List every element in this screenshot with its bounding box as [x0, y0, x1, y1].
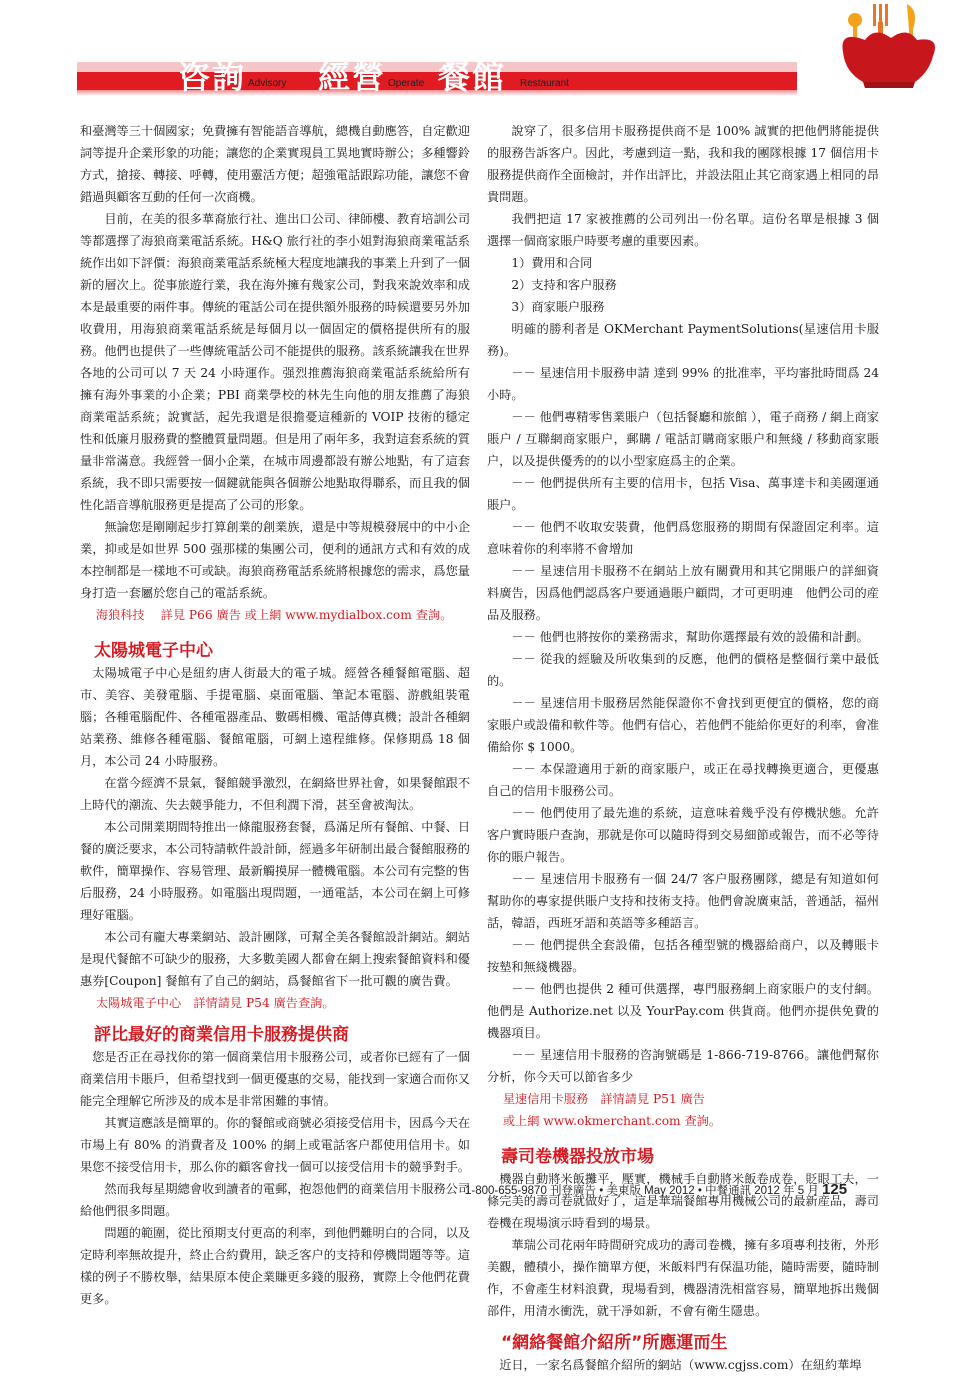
- article-paragraph: 然而我每星期總會收到讀者的電郵，抱怨他們的商業信用卡服務公司給他們很多問題。: [80, 1182, 471, 1218]
- page-number: 125: [822, 1181, 848, 1198]
- bullet-item: －－ 他們也將按你的業務需求，幫助你選擇最有效的設備和計劃。: [511, 630, 869, 644]
- article-paragraph: 太陽城電子中心是紐約唐人街最大的電子城。經營各種餐館電腦、超市、美容、美發電腦、手提電腦、桌面電腦、筆記本電腦、游戲組裝電腦；各種電腦配件、各種電器產品、數碼相機、電話傳真機；設計各種網站業務、維修各種電腦、餐館電腦，可網上遠程維修。保修期爲 18 個月，本公司 24 小時服務。: [80, 666, 470, 768]
- header-restaurant-en: Restaurant: [520, 78, 569, 89]
- article-paragraph: 機器自動將米飯攤平，壓實，機械手自動將米飯卷成卷，貶眼工夫，一條完美的壽司卷就做好了，這是華瑞餐館專用機械公司的最新産品，壽司卷機在現場演示時看到的場景。: [487, 1172, 879, 1230]
- bullet-item: －－ 星速信用卡服務不在網站上放有關費用和其它開賬户的詳細資料廣告，因爲他們認爲客户要通過賬户顧問，才可更明連 他們公司的産品及服務。: [487, 564, 879, 622]
- chef-hat-logo-icon: [835, 0, 945, 90]
- bullet-item: －－ 星速信用卡服務申請 達到 99% 的批准率，平均審批時間爲 24 小時。: [487, 366, 879, 402]
- section-heading-sushi-machine: 壽司卷機器投放市場: [501, 1147, 654, 1167]
- article-paragraph: 本公司有龐大專業網站、設計團隊，可幫全美各餐館設計網站。網站是現代餐館不可缺少的服務，大多數美國人都會在網上搜索餐館資料和優惠券[Coupon] 餐館有了自己的網站，爲餐館省下一批可觀的廣告費。: [80, 930, 471, 988]
- page-header: [0, 0, 956, 100]
- left-column: [80, 120, 470, 1310]
- bullet-item: －－ 本保證適用于新的商家賬户，或正在尋找轉換更適合，更優惠自己的信用卡服務公司。: [487, 762, 879, 798]
- bullet-item: －－ 從我的經驗及所收集到的反應，他們的價格是整個行業中最低的。: [487, 652, 879, 688]
- article-paragraph: 問題的範圍，從比預期支付更高的利率，到他們難明白的合同，以及定時利率無故提升，終止合約費用，缺乏客户的支持和停機問題等等。這樣的例子不勝枚舉，結果原本使企業賺更多錢的服務，實際上令他們花費更多。: [80, 1226, 471, 1306]
- header-operate-en: Operate: [388, 78, 425, 89]
- page-footer: [465, 1181, 847, 1198]
- bullet-item: －－ 星速信用卡服務有一個 24/7 客户服務團隊，總是有知道如何幫助你的專家提供賬户支持和技術支持。他們會說廣東話，普通話，福州話，韓語，西班牙語和英語等多種語言。: [487, 872, 879, 930]
- article-paragraph: 本公司開業期間特推出一條龍服務套餐，爲滿足所有餐館、中餐、日餐的廣泛要求，本公司特請軟件設計師，經過多年研制出最合餐館服務的軟件，簡單操作、容易管理、最新觸摸屏一體機電腦。本公司有完整的售后服務，24 小時服務。如電腦出現問題，一通電話，本公司在網上可修理好電腦。: [80, 820, 471, 922]
- article-paragraph: 目前，在美的很多華裔旅行社、進出口公司、律師樓、教育培訓公司等都選擇了海狼商業電話系統。H&Q 旅行社的李小姐對海狼商業電話系統作出如下評價：海狼商業電話系統極大程度地讓我的事業上升到了一個新的層次上。從事旅遊行業，我在海外擁有幾家公司，對我來說效率和成本是最重要的兩件事。傳統的電話公司在提供額外服務的時候還要另外加收費用，用海狼商業電話系統是每個月以一個固定的價格提供所有的服務。他們也提供了一些傳統電話公司不能提供的服務。該系統讓我在世界各地的公司可以 7 天 24 小時運作。强烈推薦海狼商業電話系統給所有擁有海外事業的小企業；PBI 商業學校的林先生向他的朋友推薦了海狼商業電話系統；說實話，起先我還是很擔憂這種新的 VOIP 技術的穩定性和低廉月服務費的整體質量問題。但是用了兩年多，我對這套系統的質量非常滿意。我經營一個小企業，在城市周邊都設有辦公地點，有了這套系統，我不即只需要按一個鍵就能與各個辦公地點取得聯系，而且我的個性化語音導航服務更是提高了公司的形象。: [80, 212, 471, 512]
- ad-reference: 太陽城電子中心 詳情請見 P54 廣告查詢。: [95, 996, 335, 1010]
- article-paragraph: 華瑞公司花兩年時間研究成功的壽司卷機，擁有多項專利技術，外形美觀，體積小，操作簡單方便，米飯料門有保温功能，隨時需要，隨時制作，不會產生材料浪費，現場看到，機器清洗相當容易，簡單地拆出幾個部件，用清水衝洗，就干凈如新，不會有衛生隱患。: [487, 1238, 879, 1318]
- list-item: 2）支持和客户服務: [511, 278, 617, 292]
- bullet-item: －－ 星速信用卡服務居然能保證你不會找到更便宜的價格，您的商家賬户或設備和軟件等。他們有信心，若他們不能給你更好的利率，會准備給你 $ 1000。: [487, 696, 879, 754]
- bullet-item: －－ 他們提供全套設備，包括各種型號的機器給商户，以及轉賬卡按墊和無綫機器。: [487, 938, 879, 974]
- header-operate-zh: 經營: [318, 58, 387, 96]
- bullet-item: －－ 他們不收取安裝費，他們爲您服務的期間有保證固定利率。這意味着你的利率將不會增加: [487, 520, 879, 556]
- section-heading-credit-card: 評比最好的商業信用卡服務提供商: [94, 1025, 349, 1045]
- section-heading-restaurant-agency: “網絡餐館介紹所”所應運而生: [501, 1333, 728, 1353]
- article-paragraph: 和臺灣等三十個國家；免費擁有智能語音導航，總機自動應答，自定歡迎詞等提升企業形象的功能；讓您的企業實現員工異地實時辦公；多種響鈴方式，搶接、轉接、呼轉，使用靈活方便；超強電話跟踪功能，讓您不會錯過與顧客互動的任何一次商機。: [80, 124, 470, 204]
- bullet-item: －－ 他們也提供 2 種可供選擇，專門服務網上商家賬户的支付網。他們是 Authorize.net 以及 YourPay.com 供貨商。他們亦提供免費的機器項目。: [487, 982, 879, 1040]
- section-heading-suncity: 太陽城電子中心: [94, 641, 213, 661]
- ad-reference: 星速信用卡服務 詳情請見 P51 廣告: [502, 1092, 705, 1106]
- article-paragraph: 無論您是剛剛起步打算創業的創業族，還是中等規模發展中的中小企業，抑或是如世界 500 强那樣的集團公司，便利的通訊方式和有效的成本控制都是一樣地不可或缺。海狼商務電話系統將根據您的需求，爲您量身打造一套屬於您自己的電話系統。: [80, 520, 471, 600]
- bullet-item: －－ 他們使用了最先進的系統，這意味着幾乎没有停機狀態。允許客户實時賬户查詢，那就是你可以隨時得到交易細節或報告，而不必等待你的賬户報告。: [487, 806, 879, 864]
- article-paragraph: 其實這應該是簡單的。你的餐館或商號必須接受信用卡，因爲今天在市場上有 80% 的消費者及 100% 的網上或電話客户都使用信用卡。如果您不接受信用卡，那么你的顧客會找一個可以接受信用卡的競爭對手。: [80, 1116, 471, 1174]
- article-paragraph: 明確的勝利者是 OKMerchant PaymentSolutions(星速信用卡服務)。: [487, 322, 879, 358]
- bullet-item: －－ 他們提供所有主要的信用卡，包括 Visa、萬事達卡和美國運通賬户。: [487, 476, 879, 512]
- article-paragraph: 在當今經濟不景氣，餐館競爭激烈，在網絡世界社會，如果餐館跟不上時代的潮流、失去競爭能力，不但利潤下滑，甚至會被淘汰。: [80, 776, 471, 812]
- list-item: 1）費用和合同: [511, 256, 593, 270]
- article-paragraph: 我們把這 17 家被推薦的公司列出一份名單。這份名單是根據 3 個選擇一個商家賬户時要考慮的重要因素。: [487, 212, 879, 248]
- list-item: 3）商家賬户服務: [511, 300, 605, 314]
- bullet-item: －－ 星速信用卡服務的咨詢號碼是 1-866-719-8766。讓他們幫你分析，你今天可以節省多少: [487, 1048, 879, 1084]
- footer-text: 1-800-655-9870 刊登廣告 • 美東版 May 2012 • 中餐通訊 2012 年 5 月: [465, 1185, 819, 1197]
- article-paragraph: 近日，一家名爲餐館介紹所的網站（www.cgjss.com）在紐約華埠: [499, 1358, 862, 1372]
- article-paragraph: 說穿了，很多信用卡服務提供商不是 100% 誠實的把他們將能提供的服務告訴客户。因此，考慮到這一點，我和我的團隊根據 17 個信用卡服務提供商作全面檢討，并作出評比，并設法阻止其它商家遇上相同的昂貴問題。: [487, 124, 879, 204]
- ad-reference: 或上網 www.okmerchant.com 查詢。: [502, 1114, 722, 1128]
- ad-reference: 海狼科技 詳見 P66 廣告 或上網 www.mydialbox.com 查詢。: [95, 608, 453, 622]
- bullet-item: －－ 他們專精零售業賬户（包括餐廳和旅館 ），電子商務 / 網上商家賬户 / 互聯網商家賬户，郵購 / 電話訂購商家賬户和無綫 / 移動商家賬户，以及提供優秀的的以小型家庭爲主的企業。: [487, 410, 879, 468]
- header-restaurant-zh: 餐館: [438, 58, 507, 96]
- header-advisory-en: Advisory: [248, 78, 287, 89]
- article-paragraph: 您是否正在尋找你的第一個商業信用卡服務公司，或者你已經有了一個商業信用卡賬戶，但希望找到一個更優惠的交易，能找到一家適合而你又能完全理解它所涉及的成本是非常困難的事情。: [80, 1050, 470, 1108]
- header-advisory-zh: 咨詢: [178, 58, 247, 96]
